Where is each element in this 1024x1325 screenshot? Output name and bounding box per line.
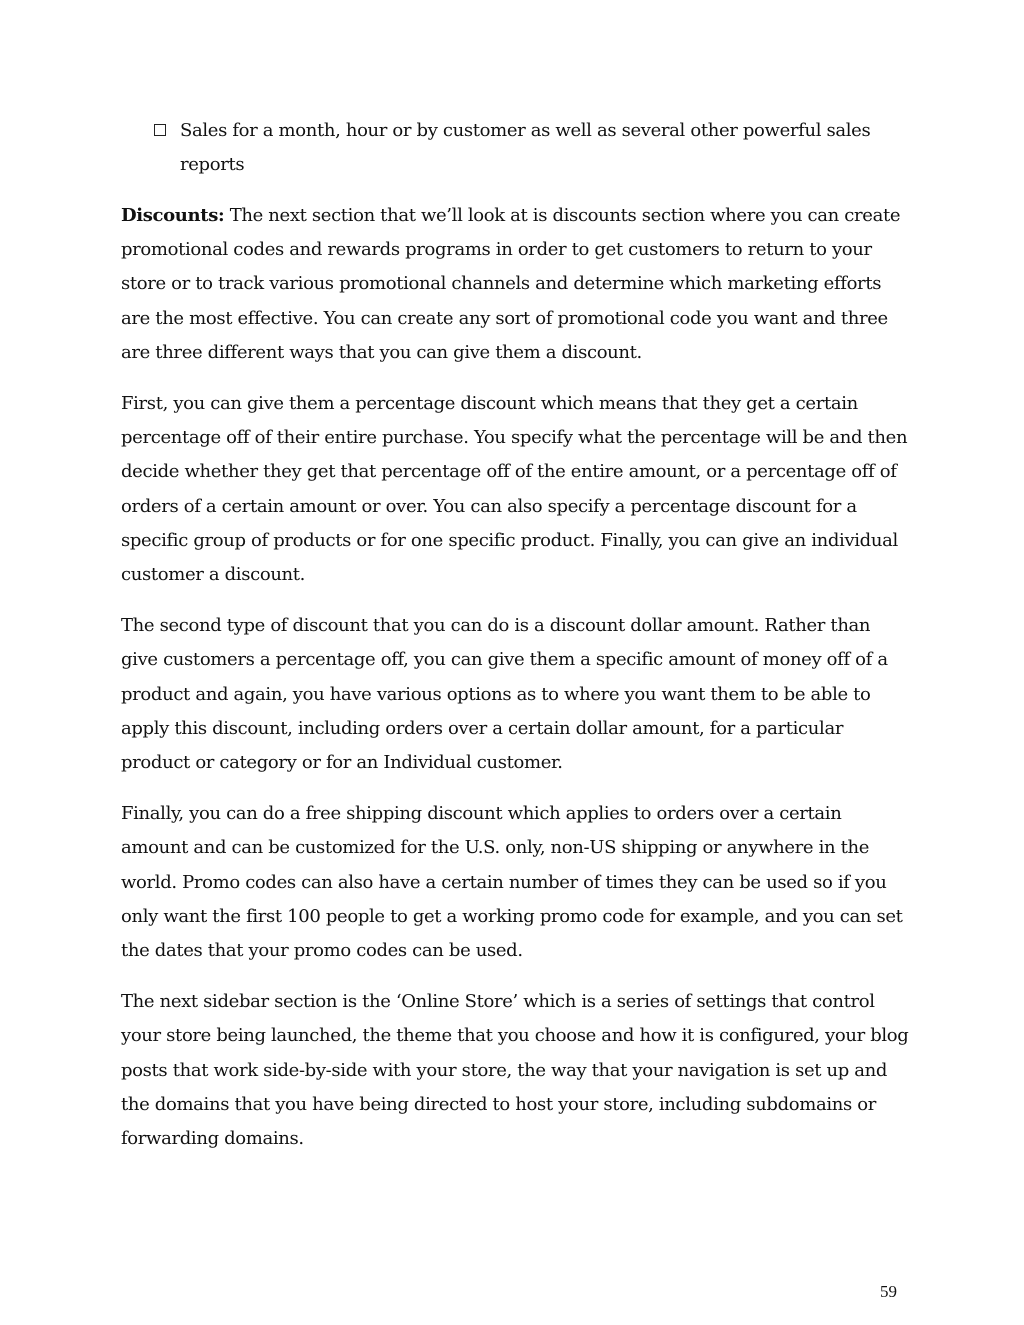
paragraph-online-store: The next sidebar section is the ‘Online Store’ which is a series of settings that control your store being launched, the theme that you choose and how it is configured, your blog posts that work side-by-side with your store, the way that your navigation is set up and the domains that you have being directed to host your store, including subdomains or forwarding domains. xyxy=(121,991,909,1150)
paragraph-discounts xyxy=(121,199,911,370)
paragraph-dollar-discount: The second type of discount that you can do is a discount dollar amount. Rather than give customers a percentage off, you can give them a specific amount of money off of a product and again, you have various options as to where you want them to be able to apply this discount, including orders over a certain dollar amount, for a particular product or category or for an Individual customer. xyxy=(121,615,888,774)
page-body xyxy=(121,114,911,1173)
bullet-item xyxy=(121,114,911,182)
paragraph-lead: Discounts: xyxy=(121,205,225,226)
bullet-text: Sales for a month, hour or by customer as well as several other powerful sales reports xyxy=(180,120,871,175)
page-number: 59 xyxy=(880,1282,897,1301)
checkbox-empty-icon xyxy=(154,124,166,136)
paragraph-free-shipping: Finally, you can do a free shipping discount which applies to orders over a certain amount and can be customized for the U.S. only, non-US shipping or anywhere in the world. Promo codes can also have a certain number of times they can be used so if you only want the first 100 people to get a working promo code for example, and you can set the dates that your promo codes can be used. xyxy=(121,803,903,962)
paragraph-text: The next section that we’ll look at is discounts section where you can create promotional codes and rewards programs in order to get customers to return to your store or to track various promotional channels and determine which marketing efforts are the most effective. You can create any sort of promotional code you want and three are three different ways that you can give them a discount. xyxy=(121,205,901,363)
paragraph-percentage-discount: First, you can give them a percentage discount which means that they get a certain percentage off of their entire purchase. You specify what the percentage will be and then decide whether they get that percentage off of the entire amount, or a percentage off of orders of a certain amount or over. You can also specify a percentage discount for a specific group of products or for one specific product. Finally, you can give an individual customer a discount. xyxy=(121,393,908,586)
